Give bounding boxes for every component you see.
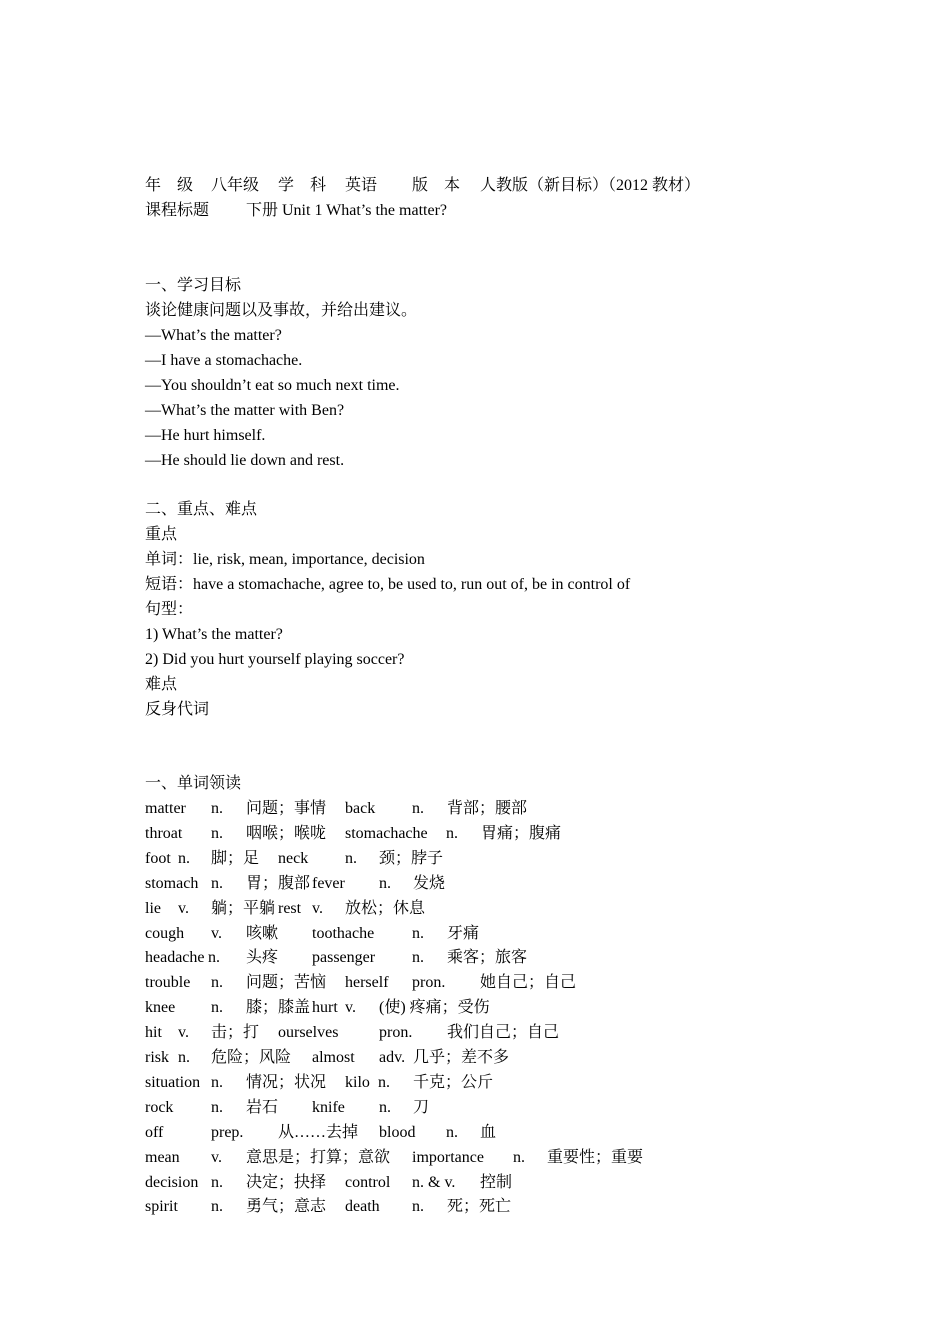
vocab-meaning: 意思是；打算；意欲: [246, 1148, 391, 1166]
vocab-meaning: 背部；腰部: [447, 800, 528, 817]
vocab-word: ourselves: [278, 1024, 339, 1042]
vocab-pos: pron.: [379, 1024, 413, 1042]
vocab-meaning: 颈；脖子: [379, 849, 444, 867]
vocab-meaning: 躺；平躺: [211, 899, 276, 917]
vocab-word: death: [345, 1198, 380, 1216]
vocab-meaning: 膝；膝盖: [246, 999, 311, 1017]
vocab-meaning: 咽喉；喉咙: [246, 824, 327, 842]
vocab-word: situation: [145, 1073, 201, 1091]
vocab-meaning: 问题；苦恼: [246, 974, 327, 992]
vocab-word: kilo: [345, 1073, 370, 1091]
vocab-meaning: 千克；公斤: [413, 1073, 494, 1091]
vocab-pos: n.: [211, 1098, 223, 1116]
vocab-word: herself: [345, 974, 389, 992]
dialog-line: —You shouldn’t eat so much next time.: [145, 377, 400, 394]
vocab-word: knee: [145, 999, 176, 1017]
vocab-meaning: 牙痛: [447, 924, 480, 942]
vocab-word: importance: [412, 1148, 484, 1166]
sentences-label: 句型：: [145, 601, 194, 618]
vocab-pos: n.: [211, 1073, 223, 1091]
vocab-word: back: [345, 800, 376, 817]
vocab-meaning: (使) 疼痛；受伤: [379, 999, 490, 1017]
vocab-meaning: 从……去掉: [278, 1123, 359, 1141]
vocab-meaning: 我们自己；自己: [447, 1024, 560, 1042]
goals-heading: 一、学习目标: [145, 277, 242, 294]
vocab-meaning: 放松；休息: [345, 899, 426, 917]
vocab-word: toothache: [312, 924, 375, 942]
sentence-item: 1) What’s the matter?: [145, 626, 283, 643]
vocab-word: almost: [312, 1049, 355, 1066]
vocab-meaning: 危险；风险: [211, 1049, 292, 1066]
vocab-word: passenger: [312, 949, 376, 967]
vocab-pos: n.: [178, 1049, 190, 1066]
vocab-word: foot: [145, 849, 171, 867]
vocab-pos: n.: [513, 1148, 525, 1166]
vocab-word: rock: [145, 1098, 174, 1116]
edition-label: 版 本: [412, 177, 461, 194]
vocab-pos: prep.: [211, 1123, 244, 1141]
vocab-pos: v.: [345, 999, 356, 1017]
vocab-pos: v.: [178, 1024, 189, 1042]
vocab-pos: v.: [211, 924, 222, 942]
vocab-meaning: 问题；事情: [246, 800, 327, 817]
vocab-pos: n.: [412, 800, 424, 817]
vocab-word: rest: [278, 899, 302, 917]
vocab-heading: 一、单词领读: [145, 775, 242, 792]
vocab-meaning: 情况；状况: [246, 1073, 327, 1091]
vocab-pos: adv.: [379, 1049, 406, 1066]
vocab-word: neck: [278, 849, 309, 867]
vocab-pos: pron.: [412, 974, 446, 992]
vocab-pos: n.: [412, 949, 424, 967]
vocab-pos: n.: [412, 924, 424, 942]
vocab-pos: n.: [378, 1073, 390, 1091]
subject-label: 学 科: [278, 177, 327, 194]
vocab-meaning: 她自己；自己: [480, 974, 577, 992]
vocab-meaning: 乘客；旅客: [447, 949, 528, 967]
vocab-meaning: 胃痛；腹痛: [481, 824, 562, 842]
vocab-word: hurt: [312, 999, 338, 1017]
vocab-pos: n.: [211, 874, 223, 892]
vocab-pos: n.: [178, 849, 190, 867]
course-title-value: 下册 Unit 1 What’s the matter?: [246, 202, 447, 219]
dialog-line: —He should lie down and rest.: [145, 452, 345, 469]
vocab-word: stomach: [145, 874, 199, 892]
focus-label: 重点: [145, 526, 178, 543]
vocab-word: throat: [145, 824, 183, 842]
vocab-word: knife: [312, 1098, 345, 1116]
vocab-meaning: 决定；抉择: [246, 1173, 327, 1191]
vocab-pos: n.: [211, 1198, 223, 1216]
grade-label: 年 级: [145, 177, 194, 194]
subject-value: 英语: [345, 177, 378, 194]
vocab-pos: n.: [211, 800, 223, 817]
vocab-word: matter: [145, 800, 186, 817]
vocab-meaning: 发烧: [413, 874, 446, 892]
focus-phrases: 短语：have a stomachache, agree to, be used to, run out of, be in control of: [145, 576, 631, 593]
vocab-word: trouble: [145, 974, 191, 992]
difficulty-text: 反身代词: [145, 701, 210, 718]
vocab-meaning: 击；打: [211, 1024, 260, 1042]
vocab-meaning: 胃；腹部: [246, 874, 311, 892]
vocab-word: stomachache: [345, 824, 428, 842]
difficulty-label: 难点: [145, 676, 178, 693]
course-title-label: 课程标题: [145, 202, 210, 219]
vocab-pos: n.: [412, 1198, 424, 1216]
grade-value: 八年级: [211, 177, 260, 194]
vocab-pos: v.: [178, 899, 189, 917]
vocab-pos: n.: [211, 1173, 223, 1191]
vocab-meaning: 岩石: [246, 1098, 279, 1116]
vocab-word: off: [145, 1123, 164, 1141]
dialog-line: —What’s the matter with Ben?: [145, 402, 345, 419]
vocab-meaning: 勇气；意志: [246, 1198, 327, 1216]
vocab-pos: n.: [211, 974, 223, 992]
vocab-pos: v.: [312, 899, 323, 917]
vocab-meaning: 死；死亡: [447, 1198, 512, 1216]
vocab-word: cough: [145, 924, 185, 942]
vocab-pos: n.: [446, 824, 458, 842]
vocab-pos: n. & v.: [412, 1173, 456, 1191]
vocab-meaning: 头疼: [246, 949, 279, 967]
edition-value: 人教版（新目标）（2012 教材）: [480, 177, 701, 194]
vocab-word: lie: [145, 899, 161, 917]
vocab-word: headache: [145, 949, 205, 967]
vocab-meaning: 脚；足: [211, 849, 260, 867]
vocab-word: hit: [145, 1024, 162, 1042]
vocab-meaning: 刀: [413, 1098, 430, 1116]
vocab-word: risk: [145, 1049, 169, 1066]
vocab-pos: n.: [211, 999, 223, 1017]
vocab-pos: n.: [208, 949, 220, 967]
goals-intro: 谈论健康问题以及事故，并给出建议。: [145, 302, 418, 319]
vocab-word: decision: [145, 1173, 199, 1191]
vocab-pos: n.: [345, 849, 357, 867]
dialog-line: —He hurt himself.: [145, 427, 266, 444]
vocab-pos: n.: [379, 1098, 391, 1116]
vocab-meaning: 咳嗽: [246, 924, 279, 942]
vocab-meaning: 重要性；重要: [547, 1148, 644, 1166]
vocab-meaning: 血: [480, 1123, 497, 1141]
sentence-item: 2) Did you hurt yourself playing soccer?: [145, 651, 405, 668]
vocab-word: spirit: [145, 1198, 178, 1216]
keypoints-heading: 二、重点、难点: [145, 501, 258, 518]
vocab-meaning: 控制: [480, 1173, 513, 1191]
vocab-word: control: [345, 1173, 391, 1191]
vocab-word: blood: [379, 1123, 416, 1141]
vocab-pos: n.: [446, 1123, 458, 1141]
vocab-pos: v.: [211, 1148, 222, 1166]
vocab-word: mean: [145, 1148, 180, 1166]
vocab-pos: n.: [211, 824, 223, 842]
vocab-meaning: 几乎；差不多: [413, 1049, 510, 1066]
vocab-word: fever: [312, 874, 345, 892]
focus-words: 单词：lie, risk, mean, importance, decision: [145, 551, 425, 568]
vocab-pos: n.: [379, 874, 391, 892]
dialog-line: —I have a stomachache.: [145, 352, 303, 369]
dialog-line: —What’s the matter?: [145, 327, 282, 344]
